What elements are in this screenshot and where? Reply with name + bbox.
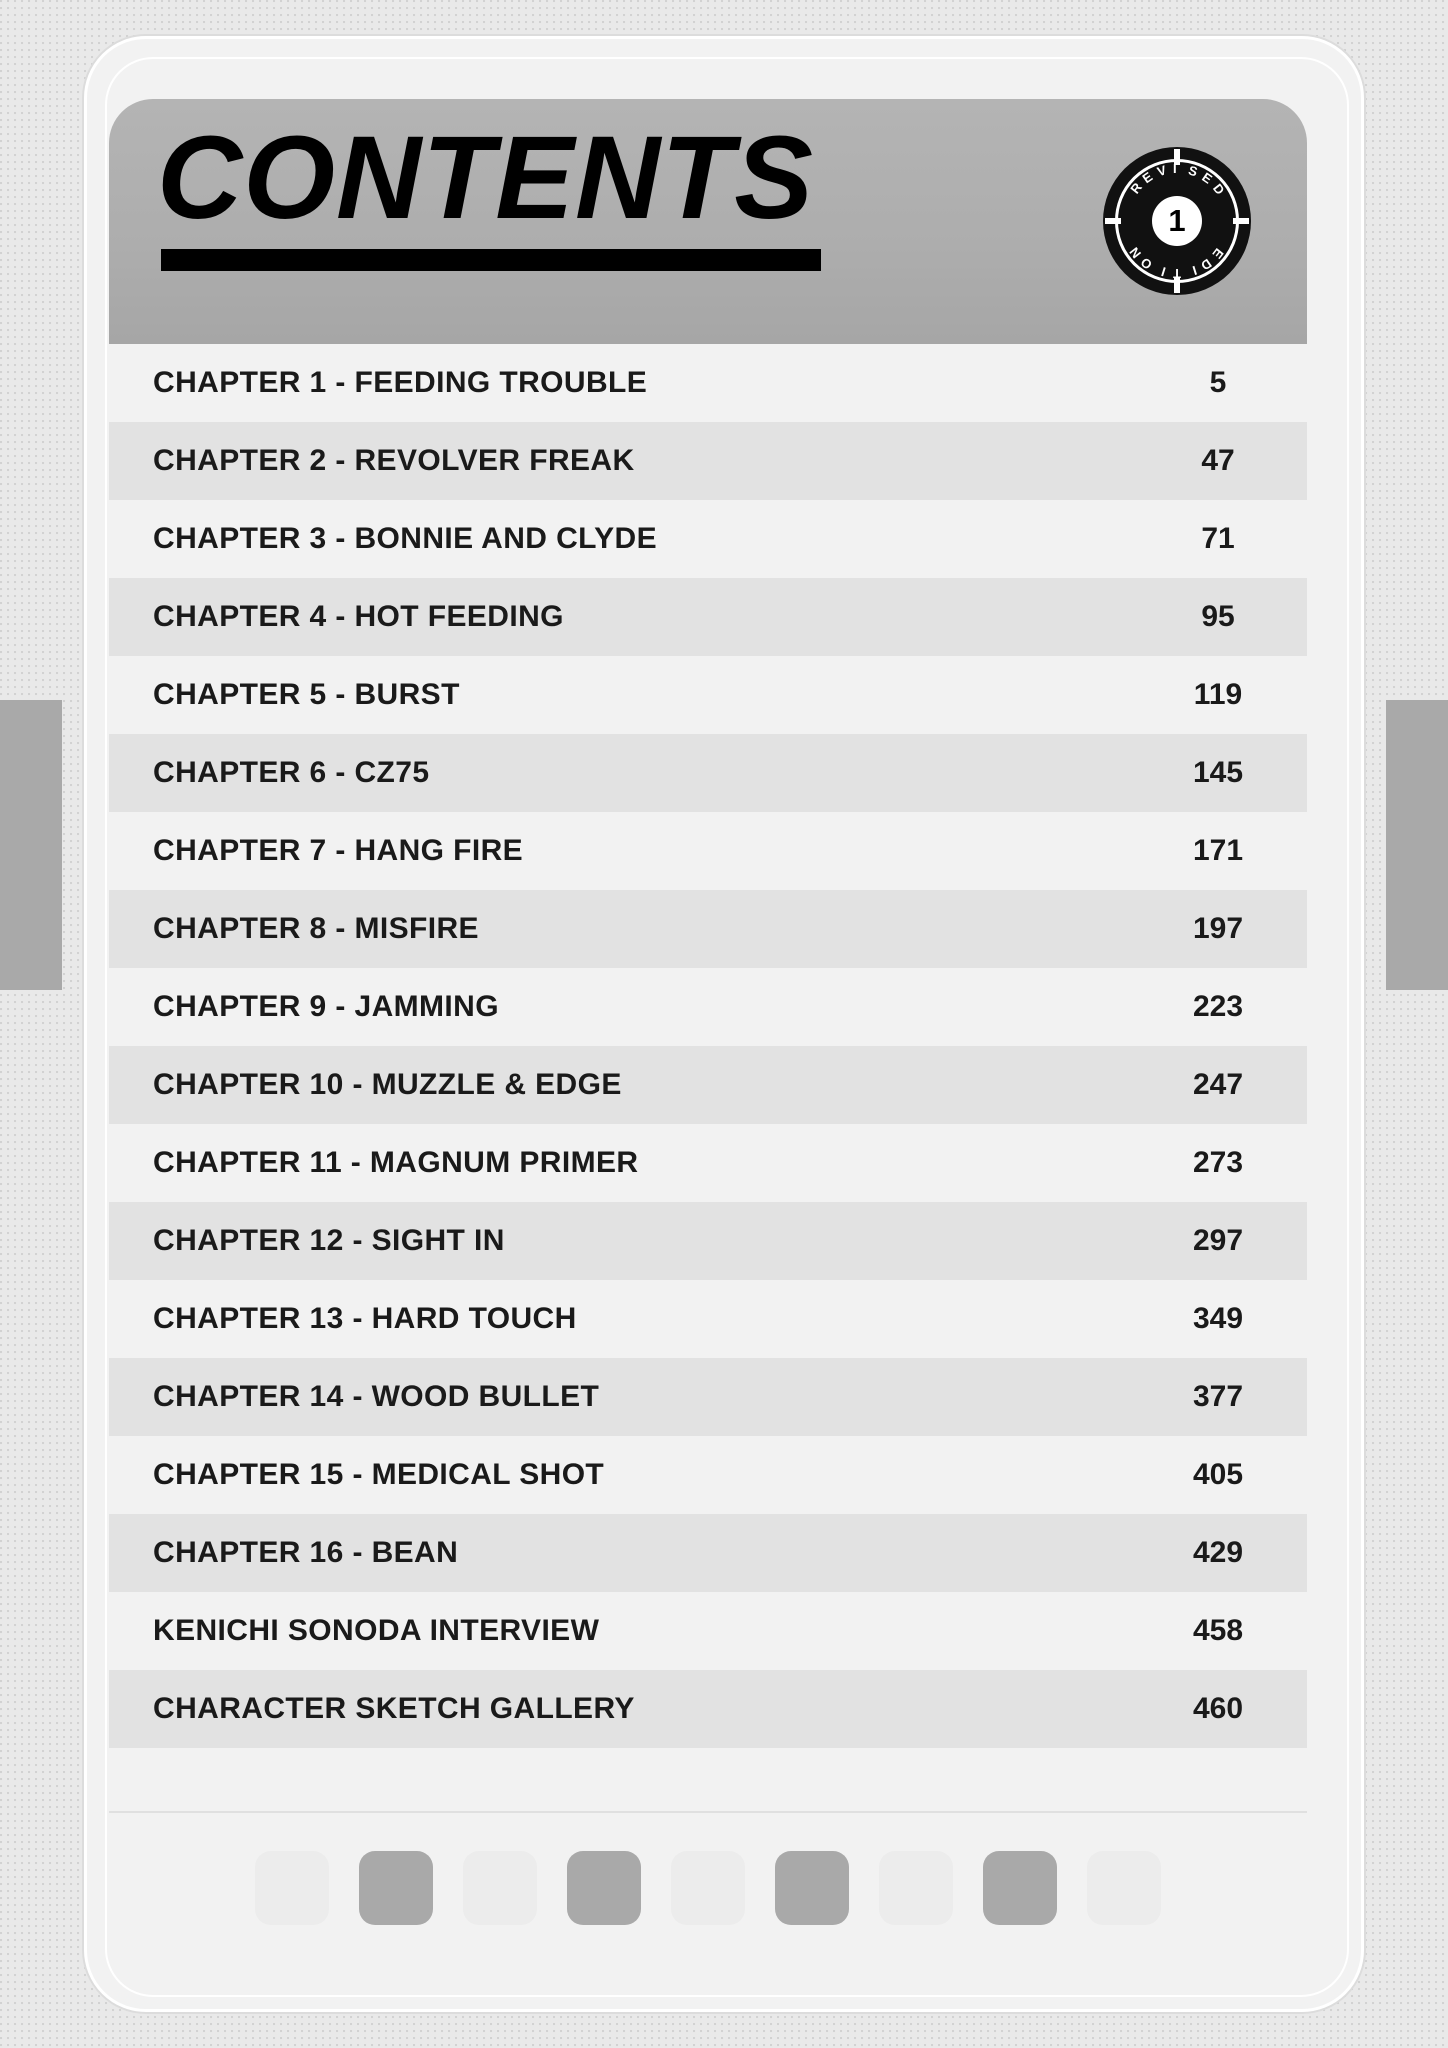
toc-row-page-number: 297 <box>1192 1224 1244 1257</box>
toc-row-page-number: 5 <box>1209 366 1227 399</box>
footer-chip <box>671 1851 745 1925</box>
toc-row-label: CHAPTER 7 - HANG FIRE <box>153 834 524 867</box>
toc-row-page-number: 171 <box>1192 834 1244 867</box>
toc-row-page-number: 458 <box>1192 1614 1244 1647</box>
toc-row-page-number: 145 <box>1192 756 1244 789</box>
page-title: CONTENTS <box>157 112 814 244</box>
toc-row[interactable] <box>109 1124 1307 1202</box>
toc-row-label: CHAPTER 15 - MEDICAL SHOT <box>153 1458 605 1491</box>
toc-row[interactable] <box>109 734 1307 812</box>
toc-row[interactable] <box>109 344 1307 422</box>
toc-row[interactable] <box>109 1514 1307 1592</box>
revised-edition-seal-icon <box>1103 147 1251 295</box>
toc-row-page-number: 223 <box>1192 990 1244 1023</box>
toc-row-label: CHAPTER 12 - SIGHT IN <box>153 1224 505 1257</box>
toc-row[interactable] <box>109 1358 1307 1436</box>
footer-chip <box>567 1851 641 1925</box>
toc-row-page-number: 47 <box>1201 444 1235 477</box>
toc-row[interactable] <box>109 1202 1307 1280</box>
toc-row-label: CHAPTER 9 - JAMMING <box>153 990 499 1023</box>
seal-arc-text-bottom: E D I T I O N <box>1126 244 1227 281</box>
toc-row[interactable] <box>109 578 1307 656</box>
toc-row-page-number: 273 <box>1192 1146 1244 1179</box>
toc-row-label: CHAPTER 14 - WOOD BULLET <box>153 1380 600 1413</box>
toc-row-page-number: 460 <box>1192 1692 1244 1725</box>
footer-chip <box>879 1851 953 1925</box>
toc-row[interactable] <box>109 1046 1307 1124</box>
toc-row-label: CHAPTER 4 - HOT FEEDING <box>153 600 564 633</box>
toc-row-label: CHAPTER 8 - MISFIRE <box>153 912 479 945</box>
toc-row[interactable] <box>109 422 1307 500</box>
toc-row-page-number: 247 <box>1192 1068 1244 1101</box>
footer-chip-strip <box>109 1813 1307 1963</box>
toc-row-page-number: 349 <box>1192 1302 1244 1335</box>
toc-row[interactable] <box>109 1280 1307 1358</box>
footer-chip <box>775 1851 849 1925</box>
toc-row-label: CHAPTER 1 - FEEDING TROUBLE <box>153 366 648 399</box>
footer-chip <box>255 1851 329 1925</box>
seal-volume-number: 1 <box>1152 196 1202 246</box>
toc-row[interactable] <box>109 500 1307 578</box>
toc-row-label: CHAPTER 13 - HARD TOUCH <box>153 1302 577 1335</box>
toc-row[interactable] <box>109 1670 1307 1748</box>
toc-row-label: CHAPTER 5 - BURST <box>153 678 460 711</box>
toc-row[interactable] <box>109 812 1307 890</box>
toc-row-label: CHAPTER 6 - CZ75 <box>153 756 430 789</box>
table-of-contents <box>109 344 1307 1748</box>
footer-chip <box>983 1851 1057 1925</box>
toc-row[interactable] <box>109 1592 1307 1670</box>
toc-row-page-number: 377 <box>1192 1380 1244 1413</box>
toc-row-label: KENICHI SONODA INTERVIEW <box>153 1614 600 1647</box>
toc-row-label: CHAPTER 10 - MUZZLE & EDGE <box>153 1068 622 1101</box>
toc-row-label: CHAPTER 3 - BONNIE AND CLYDE <box>153 522 658 555</box>
toc-row-page-number: 429 <box>1192 1536 1244 1569</box>
right-edge-tab <box>1386 700 1448 990</box>
toc-row-label: CHAPTER 2 - REVOLVER FREAK <box>153 444 635 477</box>
toc-row-page-number: 71 <box>1201 522 1235 555</box>
contents-header-band <box>109 99 1307 344</box>
toc-row-page-number: 197 <box>1192 912 1244 945</box>
toc-row-page-number: 95 <box>1201 600 1235 633</box>
toc-row[interactable] <box>109 890 1307 968</box>
seal-arc-text-top: R E V I S E D <box>1127 161 1228 198</box>
toc-row-label: CHARACTER SKETCH GALLERY <box>153 1692 635 1725</box>
toc-row[interactable] <box>109 1436 1307 1514</box>
title-underline-rule <box>161 249 821 271</box>
footer-chip <box>359 1851 433 1925</box>
toc-row[interactable] <box>109 656 1307 734</box>
toc-row-label: CHAPTER 11 - MAGNUM PRIMER <box>153 1146 639 1179</box>
left-edge-tab <box>0 700 62 990</box>
toc-row-label: CHAPTER 16 - BEAN <box>153 1536 459 1569</box>
toc-row-page-number: 119 <box>1193 678 1243 711</box>
contents-page-card <box>84 36 1364 2012</box>
toc-row[interactable] <box>109 968 1307 1046</box>
toc-row-page-number: 405 <box>1192 1458 1244 1491</box>
footer-chip <box>1087 1851 1161 1925</box>
footer-chip <box>463 1851 537 1925</box>
title-wrap <box>157 112 821 271</box>
